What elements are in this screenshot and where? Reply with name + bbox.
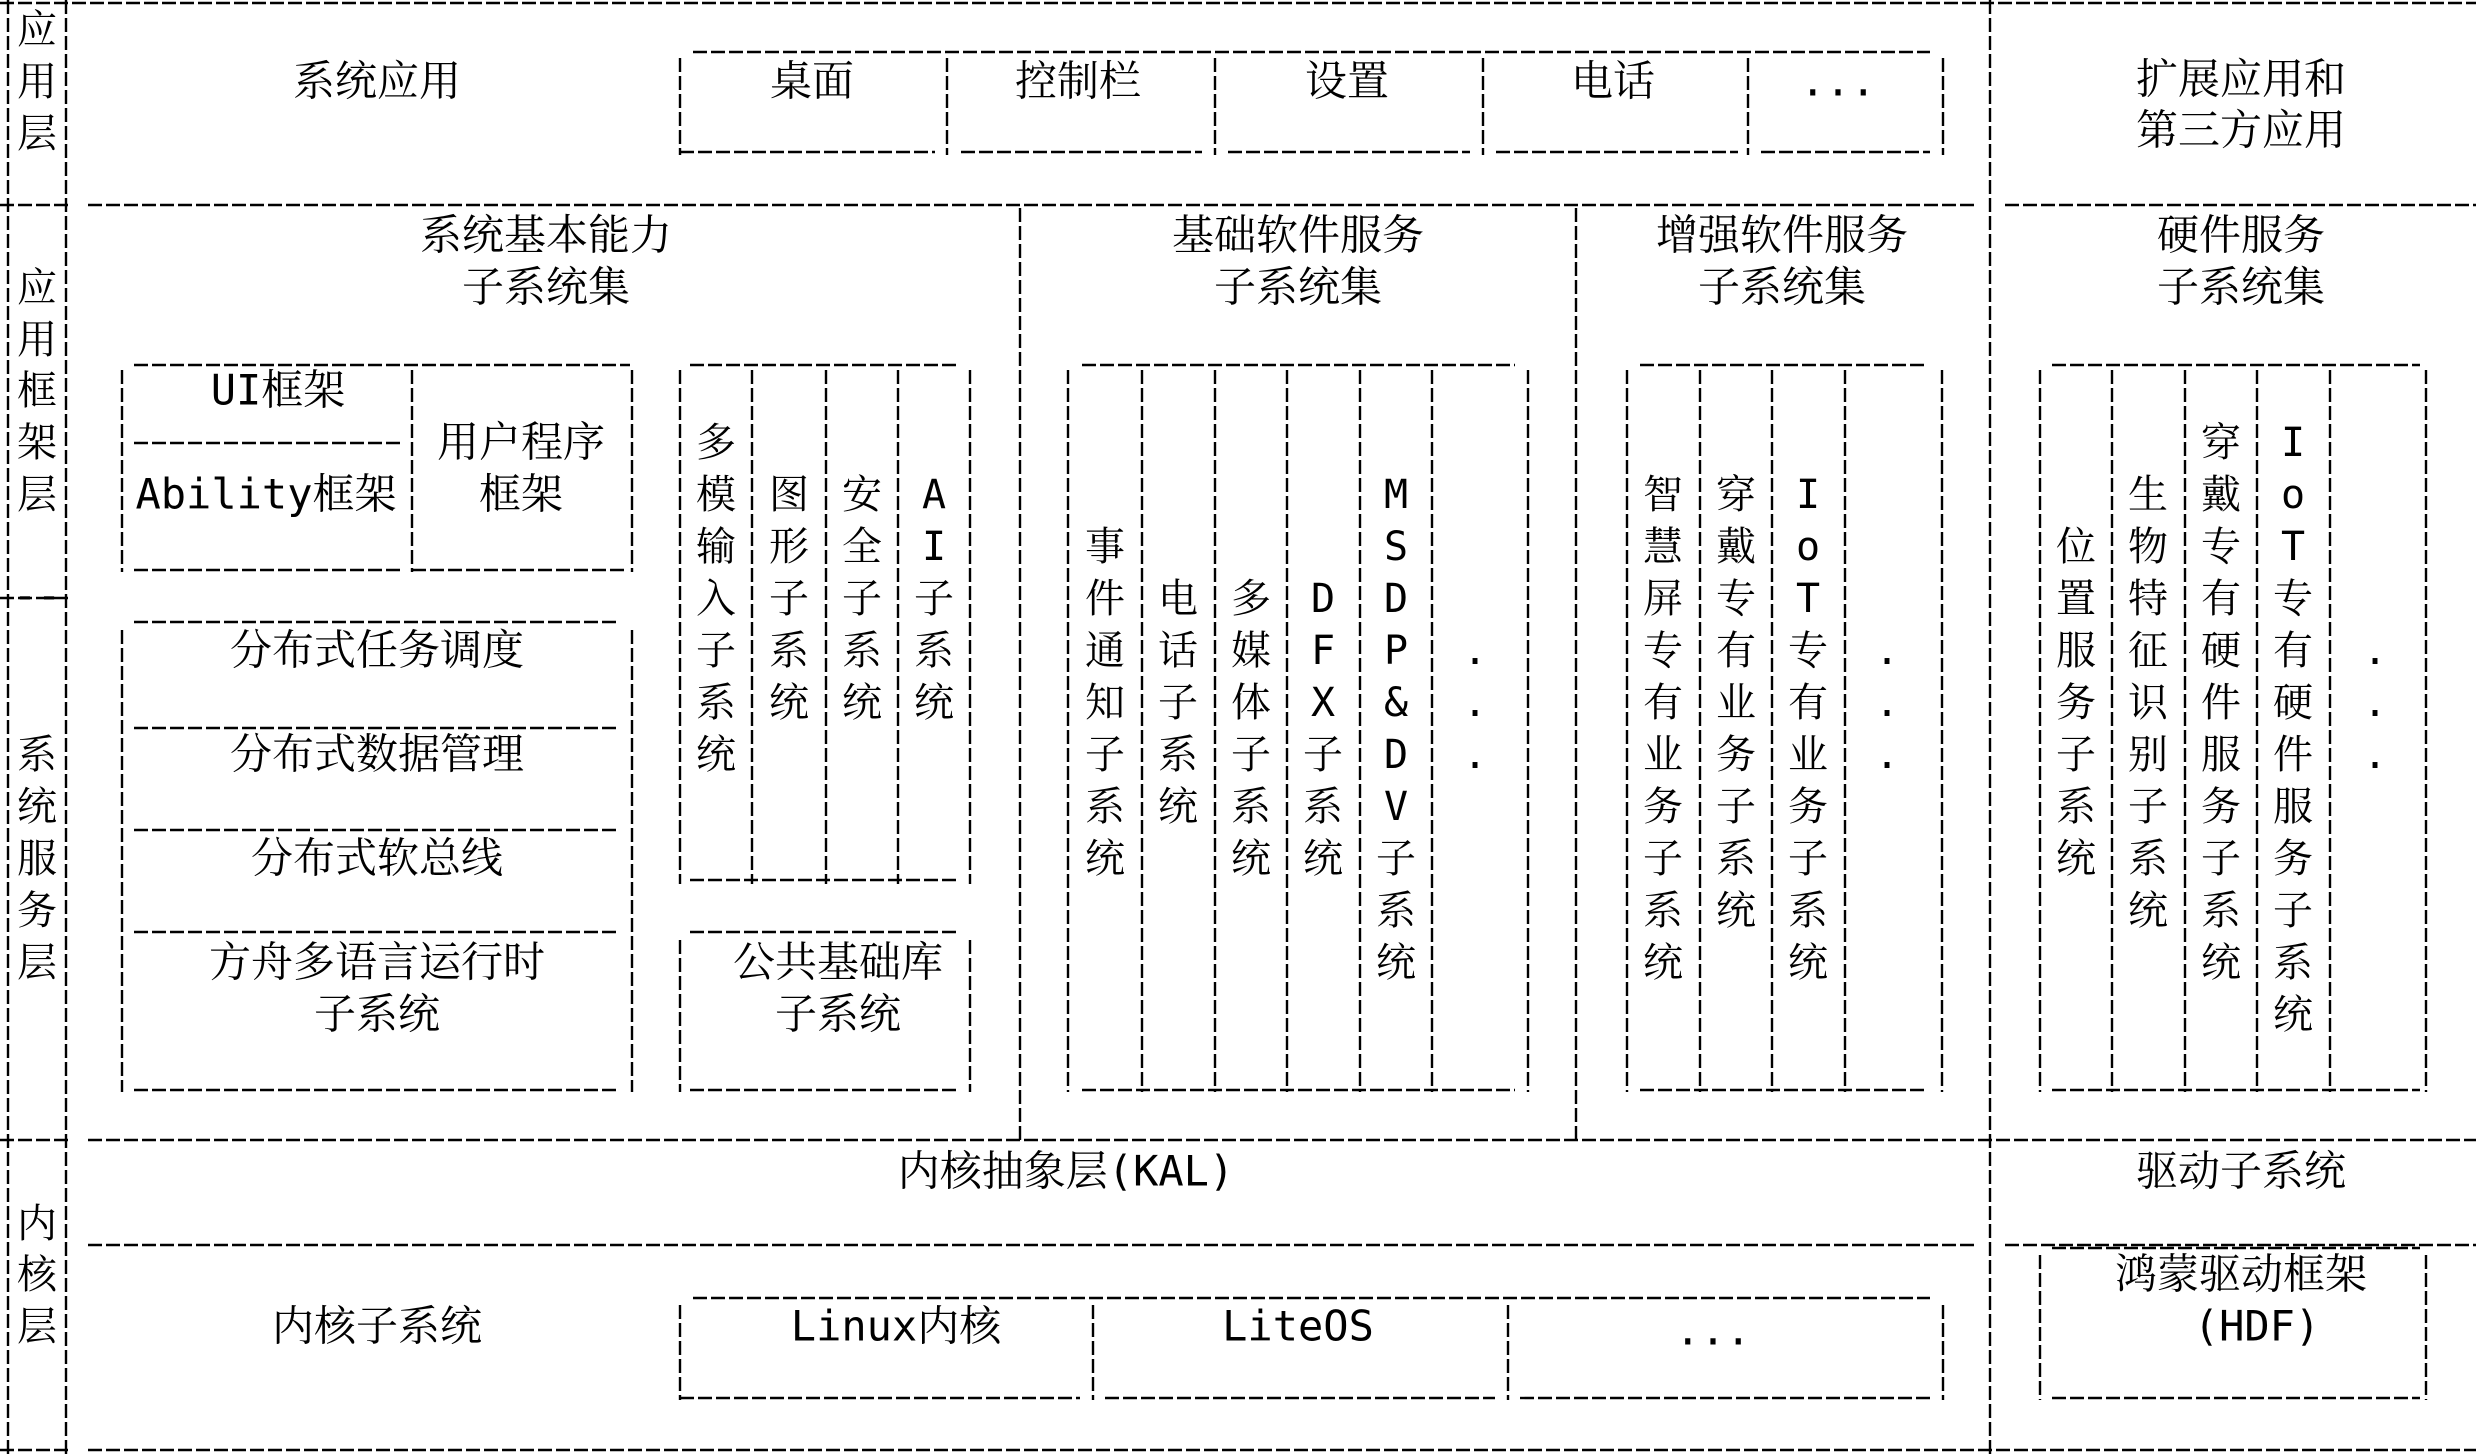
- wearable-service-char: 穿: [1716, 472, 1756, 518]
- wearable-service-char: 业: [1716, 680, 1756, 726]
- iot-hardware-char: 统: [2273, 992, 2313, 1038]
- security-char: 子: [842, 576, 882, 622]
- layer-framework-char: 层: [17, 472, 57, 518]
- multimedia-char: 体: [1231, 680, 1271, 726]
- multimodal-input-char: 输: [696, 524, 736, 570]
- dfx-char: 系: [1303, 784, 1343, 830]
- distributed-data-label: 分布式数据管理: [229, 729, 525, 779]
- graphics-char: 图: [769, 472, 809, 518]
- layer-application-char: 用: [17, 59, 57, 105]
- location-service-char: 子: [2056, 732, 2096, 778]
- hdf-label: (HDF): [2193, 1301, 2321, 1351]
- msdp-dv-char: 系: [1376, 888, 1416, 934]
- iot-hardware-char: I: [2280, 420, 2306, 466]
- wearable-hardware-char: 服: [2201, 732, 2241, 778]
- ark-runtime-label: 子系统: [313, 989, 441, 1039]
- kernel-linux: Linux内核: [790, 1301, 1002, 1351]
- common-base-label: 公共基础库: [732, 937, 944, 987]
- smart-screen-char: 统: [1643, 940, 1683, 986]
- layer-framework-char: 应: [17, 265, 57, 311]
- msdp-dv-char: 子: [1376, 836, 1416, 882]
- dfx-char: D: [1310, 576, 1336, 622]
- layer-framework-char: 框: [17, 368, 57, 414]
- msdp-dv-char: V: [1383, 784, 1409, 830]
- multimodal-input-char: 入: [696, 576, 736, 622]
- iot-hardware-char: 有: [2273, 628, 2313, 674]
- security-char: 安: [842, 472, 882, 518]
- kal-label: 内核抽象层(KAL): [897, 1146, 1235, 1196]
- telephony-char: 系: [1158, 732, 1198, 778]
- msdp-dv-char: &: [1383, 680, 1409, 726]
- hardware-more-char: .: [2362, 732, 2388, 778]
- location-service-char: 服: [2056, 628, 2096, 674]
- smart-screen-char: 慧: [1643, 524, 1683, 570]
- smart-screen-char: 有: [1643, 680, 1683, 726]
- msdp-dv-char: 统: [1376, 940, 1416, 986]
- layer-kernel-char: 核: [17, 1252, 57, 1298]
- kernel-subsystem-label: 内核子系统: [271, 1301, 483, 1351]
- wearable-hardware-char: 穿: [2201, 420, 2241, 466]
- hardware-more-char: .: [2362, 680, 2388, 726]
- extension-apps-label: 第三方应用: [2135, 105, 2347, 155]
- wearable-service-char: 系: [1716, 836, 1756, 882]
- wearable-service-char: 统: [1716, 888, 1756, 934]
- ability-framework-label: Ability框架: [135, 469, 397, 519]
- basic-software-more-char: .: [1462, 732, 1488, 778]
- enhanced-software-service-title: 增强软件服务: [1655, 210, 1909, 260]
- multimedia-char: 子: [1231, 732, 1271, 778]
- dfx-char: F: [1310, 628, 1336, 674]
- iot-hardware-char: 服: [2273, 784, 2313, 830]
- smart-screen-char: 业: [1643, 732, 1683, 778]
- smart-screen-char: 系: [1643, 888, 1683, 934]
- iot-service-char: 专: [1788, 628, 1828, 674]
- multimodal-input-char: 模: [696, 472, 736, 518]
- event-notification-char: 系: [1085, 784, 1125, 830]
- multimedia-char: 统: [1231, 836, 1271, 882]
- system-apps-label: 系统应用: [292, 56, 462, 106]
- location-service-char: 置: [2056, 576, 2096, 622]
- iot-service-char: I: [1795, 472, 1821, 518]
- hdf-label: 鸿蒙驱动框架: [2114, 1249, 2368, 1299]
- layer-system-service-char: 务: [17, 888, 57, 934]
- msdp-dv-char: M: [1383, 472, 1409, 518]
- iot-service-char: 系: [1788, 888, 1828, 934]
- wearable-hardware-char: 系: [2201, 888, 2241, 934]
- graphics-char: 子: [769, 576, 809, 622]
- wearable-hardware-char: 有: [2201, 576, 2241, 622]
- telephony-char: 子: [1158, 680, 1198, 726]
- multimedia-char: 多: [1231, 576, 1271, 622]
- smart-screen-char: 子: [1643, 836, 1683, 882]
- app-phone: 电话: [1570, 56, 1656, 106]
- kernel-more: ...: [1675, 1305, 1751, 1355]
- event-notification-char: 统: [1085, 836, 1125, 882]
- layer-system-service-char: 系: [17, 732, 57, 778]
- security-char: 全: [842, 524, 882, 570]
- multimodal-input-char: 统: [696, 732, 736, 778]
- app-control-bar: 控制栏: [1014, 56, 1142, 106]
- extension-apps-label: 扩展应用和: [2135, 54, 2347, 104]
- graphics-char: 系: [769, 628, 809, 674]
- enhanced-software-service-title: 子系统集: [1697, 262, 1867, 312]
- msdp-dv-char: D: [1383, 576, 1409, 622]
- ui-framework-label: UI框架: [210, 365, 346, 415]
- ai-char: 系: [914, 628, 954, 674]
- biometrics-char: 征: [2128, 628, 2168, 674]
- biometrics-char: 物: [2128, 524, 2168, 570]
- wearable-hardware-char: 统: [2201, 940, 2241, 986]
- iot-service-char: 统: [1788, 940, 1828, 986]
- iot-hardware-char: 硬: [2273, 680, 2313, 726]
- location-service-char: 统: [2056, 836, 2096, 882]
- smart-screen-char: 务: [1643, 784, 1683, 830]
- wearable-hardware-char: 子: [2201, 836, 2241, 882]
- msdp-dv-char: D: [1383, 732, 1409, 778]
- basic-software-service-title: 基础软件服务: [1171, 210, 1425, 260]
- event-notification-char: 子: [1085, 732, 1125, 778]
- iot-hardware-char: 系: [2273, 940, 2313, 986]
- biometrics-char: 子: [2128, 784, 2168, 830]
- basic-software-more-char: .: [1462, 628, 1488, 674]
- iot-hardware-char: 子: [2273, 888, 2313, 934]
- iot-hardware-char: o: [2280, 472, 2306, 518]
- layer-framework-char: 架: [17, 420, 57, 466]
- security-char: 系: [842, 628, 882, 674]
- hardware-service-title: 子系统集: [2156, 262, 2326, 312]
- ai-char: 统: [914, 680, 954, 726]
- dfx-char: 子: [1303, 732, 1343, 778]
- iot-service-char: 业: [1788, 732, 1828, 778]
- common-base-label: 子系统: [774, 989, 902, 1039]
- dfx-char: 统: [1303, 836, 1343, 882]
- enhanced-software-more-char: .: [1874, 732, 1900, 778]
- iot-service-char: 有: [1788, 680, 1828, 726]
- wearable-service-char: 有: [1716, 628, 1756, 674]
- enhanced-software-more-char: .: [1874, 628, 1900, 674]
- graphics-char: 统: [769, 680, 809, 726]
- telephony-char: 统: [1158, 784, 1198, 830]
- iot-service-char: T: [1795, 576, 1821, 622]
- wearable-service-char: 子: [1716, 784, 1756, 830]
- location-service-char: 务: [2056, 680, 2096, 726]
- wearable-hardware-char: 戴: [2201, 472, 2241, 518]
- msdp-dv-char: P: [1383, 628, 1409, 674]
- dfx-char: X: [1310, 680, 1336, 726]
- ark-runtime-label: 方舟多语言运行时: [208, 937, 546, 987]
- ai-char: I: [921, 524, 947, 570]
- layer-application-char: 层: [17, 111, 57, 157]
- hardware-more-char: .: [2362, 628, 2388, 674]
- smart-screen-char: 专: [1643, 628, 1683, 674]
- location-service-char: 系: [2056, 784, 2096, 830]
- multimodal-input-char: 子: [696, 628, 736, 674]
- ai-char: 子: [914, 576, 954, 622]
- biometrics-char: 系: [2128, 836, 2168, 882]
- basic-capability-title: 子系统集: [461, 262, 631, 312]
- hardware-service-title: 硬件服务: [2156, 210, 2326, 260]
- layer-system-service-char: 服: [17, 836, 57, 882]
- wearable-service-char: 专: [1716, 576, 1756, 622]
- layer-separator: --: [12, 573, 62, 619]
- layer-system-service-char: 层: [17, 940, 57, 986]
- labels: [13, 7, 2387, 1355]
- app-desktop: 桌面: [769, 56, 855, 106]
- event-notification-char: 件: [1085, 576, 1125, 622]
- app-settings: 设置: [1304, 56, 1390, 106]
- basic-software-service-title: 子系统集: [1213, 262, 1383, 312]
- iot-service-char: o: [1795, 524, 1821, 570]
- app-more: ...: [1800, 56, 1876, 106]
- iot-service-char: 子: [1788, 836, 1828, 882]
- layer-application-char: 应: [17, 7, 57, 53]
- enhanced-software-more-char: .: [1874, 680, 1900, 726]
- biometrics-char: 别: [2128, 732, 2168, 778]
- user-program-framework-label: 用户程序: [436, 417, 606, 467]
- telephony-char: 话: [1158, 628, 1198, 674]
- wearable-hardware-char: 件: [2201, 680, 2241, 726]
- event-notification-char: 通: [1085, 628, 1125, 674]
- location-service-char: 位: [2056, 524, 2096, 570]
- wearable-service-char: 戴: [1716, 524, 1756, 570]
- iot-hardware-char: 件: [2273, 732, 2313, 778]
- wearable-service-char: 务: [1716, 732, 1756, 778]
- user-program-framework-label: 框架: [478, 469, 564, 519]
- biometrics-char: 识: [2128, 680, 2168, 726]
- smart-screen-char: 屏: [1643, 576, 1683, 622]
- kernel-liteos: LiteOS: [1222, 1301, 1374, 1351]
- wearable-hardware-char: 专: [2201, 524, 2241, 570]
- layer-system-service-char: 统: [17, 784, 57, 830]
- layer-framework-char: 用: [17, 317, 57, 363]
- event-notification-char: 事: [1085, 524, 1125, 570]
- ai-char: A: [921, 472, 947, 518]
- msdp-dv-char: S: [1383, 524, 1409, 570]
- event-notification-char: 知: [1085, 680, 1125, 726]
- biometrics-char: 生: [2128, 472, 2168, 518]
- multimedia-char: 媒: [1231, 628, 1271, 674]
- smart-screen-char: 智: [1643, 472, 1683, 518]
- distributed-softbus-label: 分布式软总线: [250, 833, 504, 883]
- basic-software-more-char: .: [1462, 680, 1488, 726]
- layer-kernel-char: 内: [17, 1201, 57, 1247]
- layer-kernel-char: 层: [17, 1304, 57, 1350]
- multimedia-char: 系: [1231, 784, 1271, 830]
- security-char: 统: [842, 680, 882, 726]
- wearable-hardware-char: 务: [2201, 784, 2241, 830]
- distributed-scheduling-label: 分布式任务调度: [229, 625, 525, 675]
- driver-subsystem-label: 驱动子系统: [2135, 1146, 2347, 1196]
- telephony-char: 电: [1158, 576, 1198, 622]
- iot-hardware-char: 务: [2273, 836, 2313, 882]
- iot-hardware-char: T: [2280, 524, 2306, 570]
- biometrics-char: 统: [2128, 888, 2168, 934]
- wearable-hardware-char: 硬: [2201, 628, 2241, 674]
- biometrics-char: 特: [2128, 576, 2168, 622]
- iot-service-char: 务: [1788, 784, 1828, 830]
- basic-capability-title: 系统基本能力: [419, 210, 673, 260]
- multimodal-input-char: 多: [696, 420, 736, 466]
- iot-hardware-char: 专: [2273, 576, 2313, 622]
- multimodal-input-char: 系: [696, 680, 736, 726]
- graphics-char: 形: [769, 524, 809, 570]
